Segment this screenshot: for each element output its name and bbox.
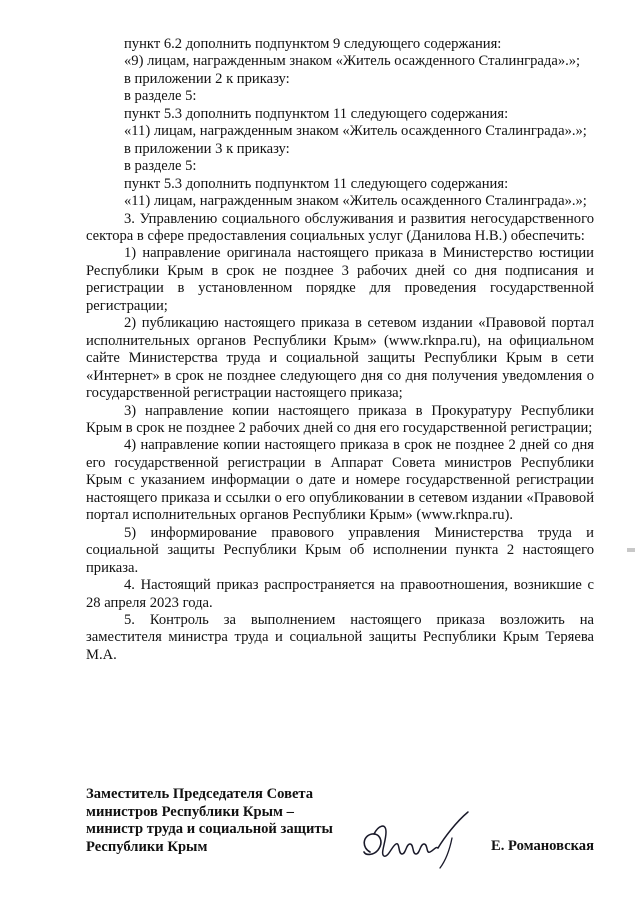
paragraph-subitem-11-a: «11) лицам, награжденным знаком «Житель осажденного Сталинграда».»;	[124, 123, 587, 140]
paragraph-item-3-3: 3) направление копии настоящего приказа в Прокуратуру Республики Крым в срок не позднее 2 рабочих дней со дня его государственной регистрации;	[86, 402, 594, 436]
paragraph-item-3-2: 2) публикацию настоящего приказа в сетевом издании «Правовой портал исполнительных органов Республики Крым» (www.rknpa.ru), на официальном сайте Министерства труда и социальной защиты Республики Крым в сети «Интернет» в срок не позднее следующего дня со дня получения уведомления о государственной регистрации настоящего приказа;	[86, 315, 594, 402]
paragraph-item-5: 5. Контроль за выполнением настоящего приказа возложить на заместителя министра труда и социальной защиты Республики Крым Теряева М.А.	[86, 611, 594, 663]
paragraph-amend-5-3-b: пункт 5.3 дополнить подпунктом 11 следующего содержания:	[124, 175, 509, 192]
paragraph-subitem-9: «9) лицам, награжденным знаком «Житель осажденного Сталинграда».»;	[124, 53, 581, 70]
paragraph-item-3-5: 5) информирование правового управления Министерства труда и социальной защиты Республики Крым об исполнении пункта 2 настоящего приказа.	[86, 524, 594, 576]
paragraph-item-3-4: 4) направление копии настоящего приказа в срок не позднее 2 дней со дня его государственной регистрации в Аппарат Совета министров Республики Крым с указанием информации о дате и номере государственной регистрации настоящего приказа и ссылки о его опубликовании в сетевом издании «Правовой портал исполнительных органов Республики Крым» (www.rknpa.ru).	[86, 437, 594, 524]
paragraph-section-5-b: в разделе 5:	[124, 158, 197, 175]
paragraph-appendix-3: в приложении 3 к приказу:	[124, 140, 290, 157]
paragraph-section-5-a: в разделе 5:	[124, 88, 197, 105]
handwritten-signature	[356, 808, 476, 872]
paragraph-item-3: 3. Управлению социального обслуживания и развития негосударственного сектора в сфере предоставления социальных услуг (Данилова Н.В.) обеспечить:	[86, 210, 594, 244]
document-body	[86, 36, 594, 664]
paragraph-amend-5-3-a: пункт 5.3 дополнить подпунктом 11 следующего содержания:	[124, 105, 509, 122]
signatory-title-line: Заместитель Председателя Совета	[86, 786, 314, 802]
paragraph-appendix-2: в приложении 2 к приказу:	[124, 70, 290, 87]
signatory-title-line: министр труда и социальной защиты	[86, 821, 333, 838]
signatory-title-line: министров Республики Крым –	[86, 803, 294, 820]
signature-block	[86, 786, 594, 856]
signatory-name: Е. Романовская	[491, 838, 594, 854]
paragraph-subitem-11-b: «11) лицам, награжденным знаком «Житель осажденного Сталинграда».»;	[124, 193, 587, 210]
scan-mark	[627, 548, 635, 552]
paragraph-item-4: 4. Настоящий приказ распространяется на правоотношения, возникшие с 28 апреля 2023 года.	[86, 577, 594, 611]
paragraph-item-3-1: 1) направление оригинала настоящего приказа в Министерство юстиции Республики Крым в срок не позднее 3 рабочих дней со дня подписания и регистрации в установленном порядке для проведения государственной регистрации;	[86, 245, 594, 314]
signatory-title-line: Республики Крым	[86, 838, 208, 855]
paragraph-amend-6-2: пункт 6.2 дополнить подпунктом 9 следующего содержания:	[124, 36, 502, 52]
